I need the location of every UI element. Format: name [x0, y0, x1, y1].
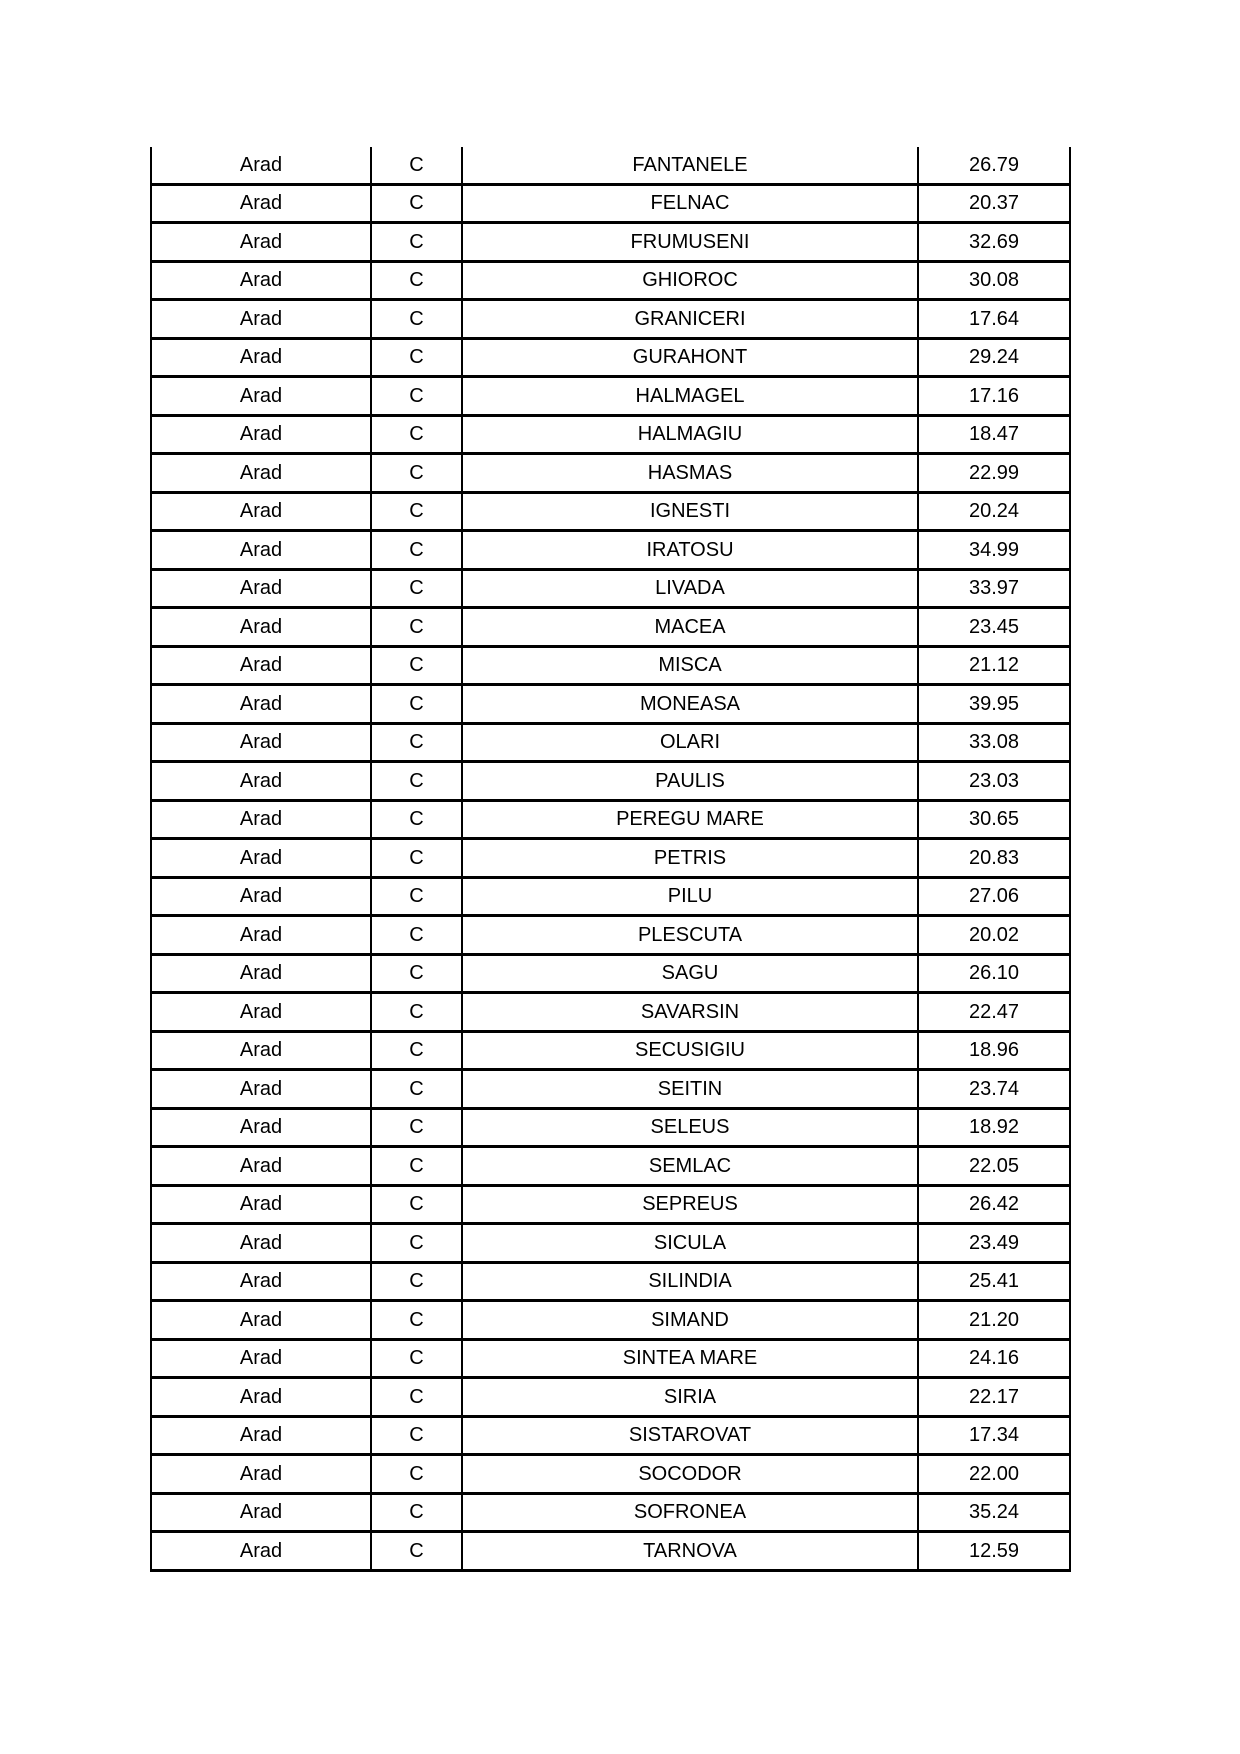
- value-cell: 26.10: [918, 954, 1070, 993]
- value-cell: 24.16: [918, 1339, 1070, 1378]
- locality-cell: HALMAGIU: [462, 415, 918, 454]
- locality-cell: IRATOSU: [462, 531, 918, 570]
- value-cell: 18.96: [918, 1031, 1070, 1070]
- locality-cell: SAVARSIN: [462, 993, 918, 1032]
- table-row: [151, 1070, 1070, 1109]
- county-cell: Arad: [151, 762, 371, 801]
- value-cell: 20.02: [918, 916, 1070, 955]
- locality-cell: PETRIS: [462, 839, 918, 878]
- table-row: [151, 454, 1070, 493]
- county-cell: Arad: [151, 569, 371, 608]
- locality-cell: SIRIA: [462, 1378, 918, 1417]
- table-row: [151, 916, 1070, 955]
- table-body: [151, 147, 1070, 1570]
- county-cell: Arad: [151, 1339, 371, 1378]
- county-cell: Arad: [151, 377, 371, 416]
- category-cell: C: [371, 1455, 462, 1494]
- locality-cell: LIVADA: [462, 569, 918, 608]
- locality-cell: SAGU: [462, 954, 918, 993]
- table-row: [151, 646, 1070, 685]
- value-cell: 17.34: [918, 1416, 1070, 1455]
- category-cell: C: [371, 1301, 462, 1340]
- table-row: [151, 338, 1070, 377]
- value-cell: 22.99: [918, 454, 1070, 493]
- locality-cell: IGNESTI: [462, 492, 918, 531]
- value-cell: 22.47: [918, 993, 1070, 1032]
- table-row: [151, 147, 1070, 184]
- locality-cell: GURAHONT: [462, 338, 918, 377]
- locality-cell: SECUSIGIU: [462, 1031, 918, 1070]
- county-cell: Arad: [151, 184, 371, 223]
- value-cell: 33.08: [918, 723, 1070, 762]
- value-cell: 23.74: [918, 1070, 1070, 1109]
- value-cell: 23.49: [918, 1224, 1070, 1263]
- value-cell: 29.24: [918, 338, 1070, 377]
- category-cell: C: [371, 916, 462, 955]
- category-cell: C: [371, 223, 462, 262]
- locality-cell: MISCA: [462, 646, 918, 685]
- category-cell: C: [371, 1147, 462, 1186]
- table-row: [151, 1339, 1070, 1378]
- value-cell: 30.08: [918, 261, 1070, 300]
- locality-cell: FELNAC: [462, 184, 918, 223]
- category-cell: C: [371, 1493, 462, 1532]
- locality-cell: MACEA: [462, 608, 918, 647]
- locality-cell: SEPREUS: [462, 1185, 918, 1224]
- table-row: [151, 1031, 1070, 1070]
- county-cell: Arad: [151, 1378, 371, 1417]
- county-cell: Arad: [151, 839, 371, 878]
- table-row: [151, 377, 1070, 416]
- county-cell: Arad: [151, 300, 371, 339]
- locality-cell: HASMAS: [462, 454, 918, 493]
- locality-cell: GRANICERI: [462, 300, 918, 339]
- locality-cell: HALMAGEL: [462, 377, 918, 416]
- category-cell: C: [371, 1224, 462, 1263]
- category-cell: C: [371, 300, 462, 339]
- table-row: [151, 993, 1070, 1032]
- locality-cell: SEITIN: [462, 1070, 918, 1109]
- value-cell: 35.24: [918, 1493, 1070, 1532]
- category-cell: C: [371, 839, 462, 878]
- county-cell: Arad: [151, 1108, 371, 1147]
- category-cell: C: [371, 1378, 462, 1417]
- county-cell: Arad: [151, 1301, 371, 1340]
- table-row: [151, 300, 1070, 339]
- county-cell: Arad: [151, 877, 371, 916]
- locality-cell: FANTANELE: [462, 147, 918, 184]
- table-row: [151, 223, 1070, 262]
- county-cell: Arad: [151, 1416, 371, 1455]
- county-cell: Arad: [151, 1070, 371, 1109]
- table-row: [151, 1378, 1070, 1417]
- category-cell: C: [371, 531, 462, 570]
- value-cell: 23.45: [918, 608, 1070, 647]
- county-cell: Arad: [151, 338, 371, 377]
- county-cell: Arad: [151, 492, 371, 531]
- table-row: [151, 1262, 1070, 1301]
- locality-cell: TARNOVA: [462, 1532, 918, 1571]
- category-cell: C: [371, 454, 462, 493]
- value-cell: 25.41: [918, 1262, 1070, 1301]
- value-cell: 18.47: [918, 415, 1070, 454]
- county-cell: Arad: [151, 1493, 371, 1532]
- category-cell: C: [371, 1108, 462, 1147]
- table-row: [151, 184, 1070, 223]
- table-row: [151, 1455, 1070, 1494]
- category-cell: C: [371, 1185, 462, 1224]
- table-row: [151, 261, 1070, 300]
- county-cell: Arad: [151, 993, 371, 1032]
- locality-cell: PILU: [462, 877, 918, 916]
- county-cell: Arad: [151, 261, 371, 300]
- county-cell: Arad: [151, 415, 371, 454]
- category-cell: C: [371, 608, 462, 647]
- county-cell: Arad: [151, 1147, 371, 1186]
- locality-cell: PAULIS: [462, 762, 918, 801]
- category-cell: C: [371, 993, 462, 1032]
- category-cell: C: [371, 762, 462, 801]
- value-cell: 22.05: [918, 1147, 1070, 1186]
- table-row: [151, 1185, 1070, 1224]
- locality-cell: SILINDIA: [462, 1262, 918, 1301]
- county-cell: Arad: [151, 954, 371, 993]
- county-cell: Arad: [151, 1185, 371, 1224]
- county-cell: Arad: [151, 1031, 371, 1070]
- table-row: [151, 1532, 1070, 1571]
- table-row: [151, 1108, 1070, 1147]
- category-cell: C: [371, 1031, 462, 1070]
- category-cell: C: [371, 723, 462, 762]
- table-row: [151, 569, 1070, 608]
- locality-cell: SISTAROVAT: [462, 1416, 918, 1455]
- category-cell: C: [371, 877, 462, 916]
- category-cell: C: [371, 800, 462, 839]
- county-cell: Arad: [151, 916, 371, 955]
- value-cell: 20.37: [918, 184, 1070, 223]
- localities-table: [150, 147, 1071, 1572]
- table-row: [151, 1301, 1070, 1340]
- value-cell: 22.00: [918, 1455, 1070, 1494]
- table-row: [151, 1224, 1070, 1263]
- locality-cell: SIMAND: [462, 1301, 918, 1340]
- locality-cell: SOFRONEA: [462, 1493, 918, 1532]
- table-row: [151, 762, 1070, 801]
- value-cell: 23.03: [918, 762, 1070, 801]
- locality-cell: SICULA: [462, 1224, 918, 1263]
- category-cell: C: [371, 1070, 462, 1109]
- locality-cell: PLESCUTA: [462, 916, 918, 955]
- table-row: [151, 1416, 1070, 1455]
- category-cell: C: [371, 1262, 462, 1301]
- category-cell: C: [371, 569, 462, 608]
- locality-cell: SEMLAC: [462, 1147, 918, 1186]
- table-row: [151, 1147, 1070, 1186]
- locality-cell: MONEASA: [462, 685, 918, 724]
- category-cell: C: [371, 147, 462, 184]
- county-cell: Arad: [151, 223, 371, 262]
- category-cell: C: [371, 1416, 462, 1455]
- value-cell: 22.17: [918, 1378, 1070, 1417]
- table-row: [151, 492, 1070, 531]
- value-cell: 18.92: [918, 1108, 1070, 1147]
- county-cell: Arad: [151, 1532, 371, 1571]
- category-cell: C: [371, 646, 462, 685]
- value-cell: 20.83: [918, 839, 1070, 878]
- category-cell: C: [371, 492, 462, 531]
- locality-cell: SELEUS: [462, 1108, 918, 1147]
- value-cell: 20.24: [918, 492, 1070, 531]
- table-row: [151, 415, 1070, 454]
- value-cell: 33.97: [918, 569, 1070, 608]
- category-cell: C: [371, 954, 462, 993]
- table-row: [151, 723, 1070, 762]
- value-cell: 34.99: [918, 531, 1070, 570]
- county-cell: Arad: [151, 147, 371, 184]
- table-row: [151, 531, 1070, 570]
- category-cell: C: [371, 338, 462, 377]
- value-cell: 39.95: [918, 685, 1070, 724]
- category-cell: C: [371, 377, 462, 416]
- locality-cell: OLARI: [462, 723, 918, 762]
- value-cell: 21.20: [918, 1301, 1070, 1340]
- table-row: [151, 877, 1070, 916]
- category-cell: C: [371, 1339, 462, 1378]
- locality-cell: PEREGU MARE: [462, 800, 918, 839]
- category-cell: C: [371, 1532, 462, 1571]
- table-row: [151, 1493, 1070, 1532]
- category-cell: C: [371, 184, 462, 223]
- county-cell: Arad: [151, 454, 371, 493]
- locality-cell: SINTEA MARE: [462, 1339, 918, 1378]
- county-cell: Arad: [151, 646, 371, 685]
- value-cell: 21.12: [918, 646, 1070, 685]
- value-cell: 17.16: [918, 377, 1070, 416]
- value-cell: 17.64: [918, 300, 1070, 339]
- county-cell: Arad: [151, 723, 371, 762]
- county-cell: Arad: [151, 800, 371, 839]
- value-cell: 27.06: [918, 877, 1070, 916]
- table-row: [151, 839, 1070, 878]
- category-cell: C: [371, 415, 462, 454]
- county-cell: Arad: [151, 608, 371, 647]
- locality-cell: SOCODOR: [462, 1455, 918, 1494]
- county-cell: Arad: [151, 1455, 371, 1494]
- value-cell: 32.69: [918, 223, 1070, 262]
- county-cell: Arad: [151, 531, 371, 570]
- county-cell: Arad: [151, 1262, 371, 1301]
- locality-cell: GHIOROC: [462, 261, 918, 300]
- value-cell: 26.79: [918, 147, 1070, 184]
- table-row: [151, 800, 1070, 839]
- table-row: [151, 685, 1070, 724]
- value-cell: 26.42: [918, 1185, 1070, 1224]
- table-row: [151, 954, 1070, 993]
- county-cell: Arad: [151, 685, 371, 724]
- value-cell: 12.59: [918, 1532, 1070, 1571]
- category-cell: C: [371, 261, 462, 300]
- category-cell: C: [371, 685, 462, 724]
- county-cell: Arad: [151, 1224, 371, 1263]
- value-cell: 30.65: [918, 800, 1070, 839]
- locality-cell: FRUMUSENI: [462, 223, 918, 262]
- table-row: [151, 608, 1070, 647]
